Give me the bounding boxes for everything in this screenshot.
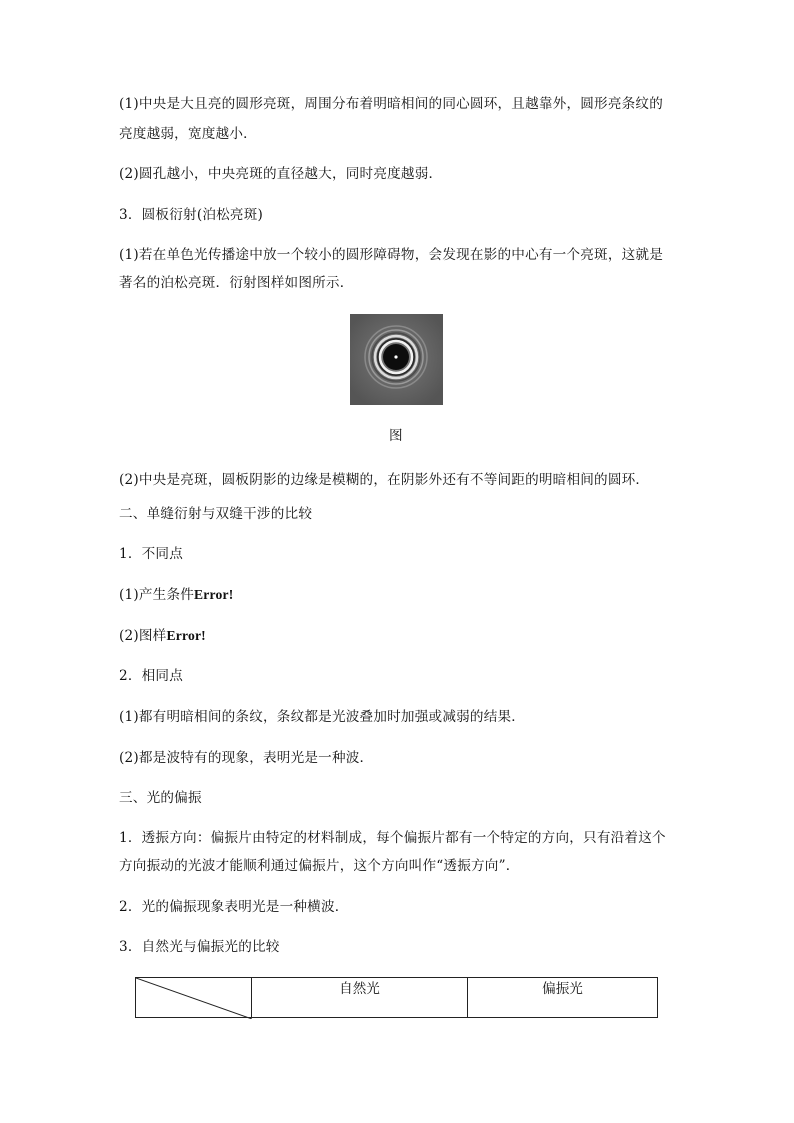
paragraph-line: 方向振动的光波才能顺利通过偏振片，这个方向叫作“透振方向”．: [119, 858, 520, 874]
paragraph: (2)圆孔越小，中央亮斑的直径越大，同时亮度越弱．: [119, 166, 443, 182]
error-field: Error!: [194, 587, 234, 602]
paragraph: (2)中央是亮斑，圆板阴影的边缘是模糊的，在阴影外还有不等间距的明暗相间的圆环．: [119, 472, 650, 488]
section-heading: 二、单缝衍射与双缝干涉的比较: [119, 506, 313, 522]
comparison-table: [135, 977, 658, 1018]
table-header-row: [136, 978, 658, 1018]
list-item-label: (2)图样: [119, 628, 167, 644]
paragraph-line: (1)中央是大且亮的圆形亮斑，周围分布着明暗相间的同心圆环，且越靠外，圆形亮条纹的: [119, 96, 664, 112]
paragraph-line: (1)若在单色光传播途中放一个较小的圆形障碍物，会发现在影的中心有一个亮斑，这就是: [119, 247, 664, 263]
paragraph: (2)都是波特有的现象，表明光是一种波．: [119, 750, 374, 766]
section-heading: 三、光的偏振: [119, 790, 202, 806]
diagonal-line: [136, 978, 252, 1019]
poisson-spot-figure: [350, 314, 443, 405]
diagonal-header-cell: [136, 978, 252, 1018]
list-item: [119, 586, 233, 604]
diffraction-pattern-image: [350, 314, 443, 405]
paragraph: 2．光的偏振现象表明光是一种横波．: [119, 899, 349, 915]
list-item: [119, 627, 206, 645]
paragraph: 3．自然光与偏振光的比较: [119, 939, 280, 955]
subheading: 2．相同点: [119, 668, 184, 684]
error-field: Error!: [166, 628, 206, 643]
table-header-natural-light: 自然光: [252, 978, 468, 1018]
list-item-label: (1)产生条件: [119, 587, 195, 603]
table-header-polarized-light: 偏振光: [468, 978, 658, 1018]
paragraph-line: 著名的泊松亮斑．衍射图样如图所示．: [119, 275, 354, 291]
paragraph-line: 亮度越弱，宽度越小．: [119, 126, 257, 142]
subheading: 1．不同点: [119, 546, 184, 562]
paragraph: (1)都有明暗相间的条纹，条纹都是光波叠加时加强或减弱的结果．: [119, 709, 526, 725]
figure-caption: 图: [389, 428, 403, 444]
paragraph-line: 1．透振方向：偏振片由特定的材料制成，每个偏振片都有一个特定的方向，只有沿着这个: [119, 830, 666, 846]
subheading: 3．圆板衍射(泊松亮斑): [119, 207, 263, 223]
